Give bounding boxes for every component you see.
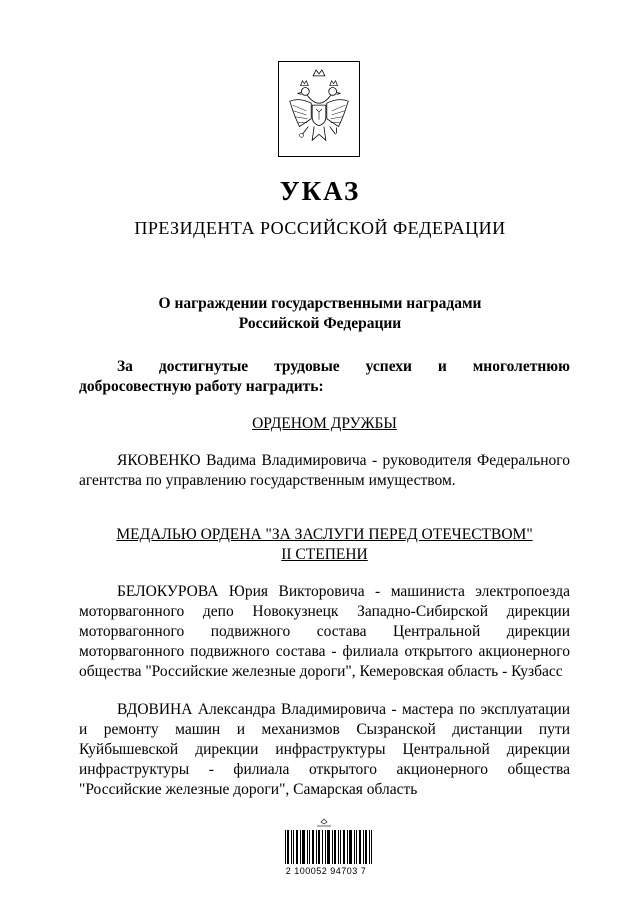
heading-line-1: О награждении государственными наградами — [158, 295, 482, 312]
intro-word: За — [117, 358, 133, 375]
document-heading — [0, 294, 640, 334]
intro-word: трудовые — [274, 358, 340, 375]
award-medal-line-2: II СТЕПЕНИ — [281, 546, 368, 563]
barcode-number: 2 100052 94703 7 — [285, 866, 367, 876]
intro-word: и — [437, 358, 447, 375]
intro-paragraph — [79, 357, 570, 397]
award2-recipient-2: ВДОВИНА Александра Владимировича - мастера по эксплуатации и ремонту машин и механизмов Сызранской дистанции пути Куйбышевской дирекции инфраструктуры Центральной дирекции инфраструктуры - филиала открытого акционерного общества "Российские железные дороги", Самарская область — [79, 701, 570, 798]
document-subtitle: ПРЕЗИДЕНТА РОССИЙСКОЙ ФЕДЕРАЦИИ — [134, 218, 506, 238]
document-title: УКАЗ — [279, 176, 361, 206]
double-headed-eagle-icon — [279, 62, 359, 156]
intro-word: успехи — [365, 358, 412, 375]
award-order-of-friendship: ОРДЕНОМ ДРУЖБЫ — [252, 415, 397, 432]
award-medal-heading — [79, 525, 570, 565]
award2-recipient-1: БЕЛОКУРОВА Юрия Викторовича - машиниста электропоезда моторвагонного депо Новокузнецк Западно-Сибирской дирекции моторвагонного подвижного состава Центральной дирекции моторвагонного подвижного состава - филиала открытого акционерного общества "Российские железные дороги", Кемеровская область - Кузбасс — [79, 583, 570, 680]
intro-word: многолетнюю — [472, 358, 570, 375]
coat-of-arms-icon — [278, 61, 360, 157]
award1-recipient: ЯКОВЕНКО Вадима Владимировича - руководителя Федерального агентства по управлению государственным имуществом. — [79, 452, 570, 489]
intro-line-2: добросовестную работу наградить: — [79, 378, 324, 395]
intro-line-1 — [79, 357, 570, 377]
intro-word: достигнутые — [158, 358, 249, 375]
award-medal-line-1: МЕДАЛЬЮ ОРДЕНА "ЗА ЗАСЛУГИ ПЕРЕД ОТЕЧЕСТВОМ" — [116, 526, 533, 543]
heading-line-2: Российской Федерации — [238, 315, 402, 332]
